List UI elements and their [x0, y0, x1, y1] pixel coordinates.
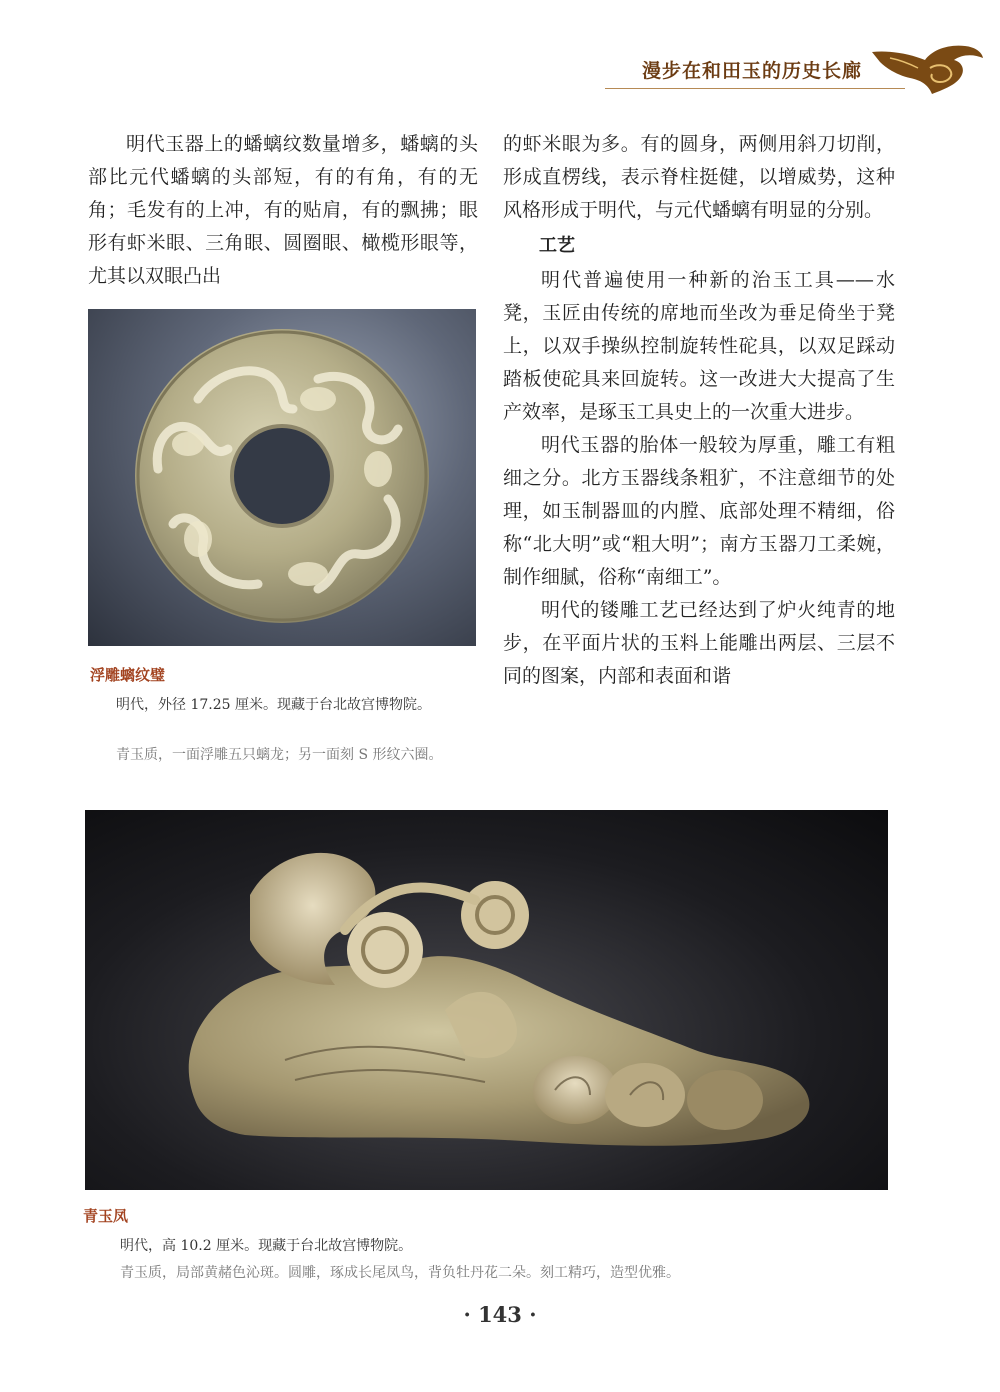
left-column — [88, 128, 478, 293]
body-paragraph: 的虾米眼为多。有的圆身，两侧用斜刀切削，形成直楞线，表示脊柱挺健，以增威势，这种风格形成于明代，与元代蟠螭有明显的分别。 — [503, 133, 895, 221]
figure-2-description: 青玉质，局部黄赭色沁斑。圆雕，琢成长尾凤鸟，背负牡丹花二朵。刻工精巧，造型优雅。 — [120, 1265, 680, 1281]
figure-2-caption: 明代，高 10.2 厘米。现藏于台北故宫博物院。 — [120, 1238, 413, 1254]
page-number: · 143 · — [463, 1302, 537, 1327]
figure-1-title: 浮雕螭纹璧 — [90, 666, 166, 684]
jade-bi-disc-photo — [88, 309, 476, 646]
running-title: 漫步在和田玉的历史长廊 — [641, 60, 862, 82]
figure-1-description: 青玉质，一面浮雕五只螭龙；另一面刻 S 形纹六圈。 — [116, 747, 443, 763]
jade-phoenix-photo — [85, 810, 888, 1190]
body-paragraph: 明代玉器的胎体一般较为厚重，雕工有粗细之分。北方玉器线条粗犷，不注意细节的处理，如玉制器皿的内膛、底部处理不精细，俗称“北大明”或“粗大明”；南方玉器刀工柔婉，制作细腻，俗称“南细工”。 — [503, 434, 895, 588]
cloud-ornament-icon — [870, 40, 985, 98]
header-rule — [605, 88, 905, 89]
body-paragraph: 明代普遍使用一种新的治玉工具——水凳，玉匠由传统的席地而坐改为垂足倚坐于凳上，以双手操纵控制旋转性砣具，以双足踩动踏板使砣具来回旋转。这一改进大大提高了生产效率，是琢玉工具史上的一次重大进步。 — [503, 269, 895, 423]
body-paragraph: 明代的镂雕工艺已经达到了炉火纯青的地步，在平面片状的玉料上能雕出两层、三层不同的图案，内部和表面和谐 — [503, 599, 895, 687]
figure-2-title: 青玉凤 — [83, 1207, 129, 1225]
right-column — [503, 128, 895, 693]
section-heading: 工艺 — [539, 235, 575, 256]
body-paragraph: 明代玉器上的蟠螭纹数量增多，蟠螭的头部比元代蟠螭的头部短，有的有角，有的无角；毛发有的上冲，有的贴肩，有的飘拂；眼形有虾米眼、三角眼、圆圈眼、橄榄形眼等，尤其以双眼凸出 — [88, 133, 478, 287]
figure-1-caption: 明代，外径 17.25 厘米。现藏于台北故宫博物院。 — [116, 697, 431, 713]
